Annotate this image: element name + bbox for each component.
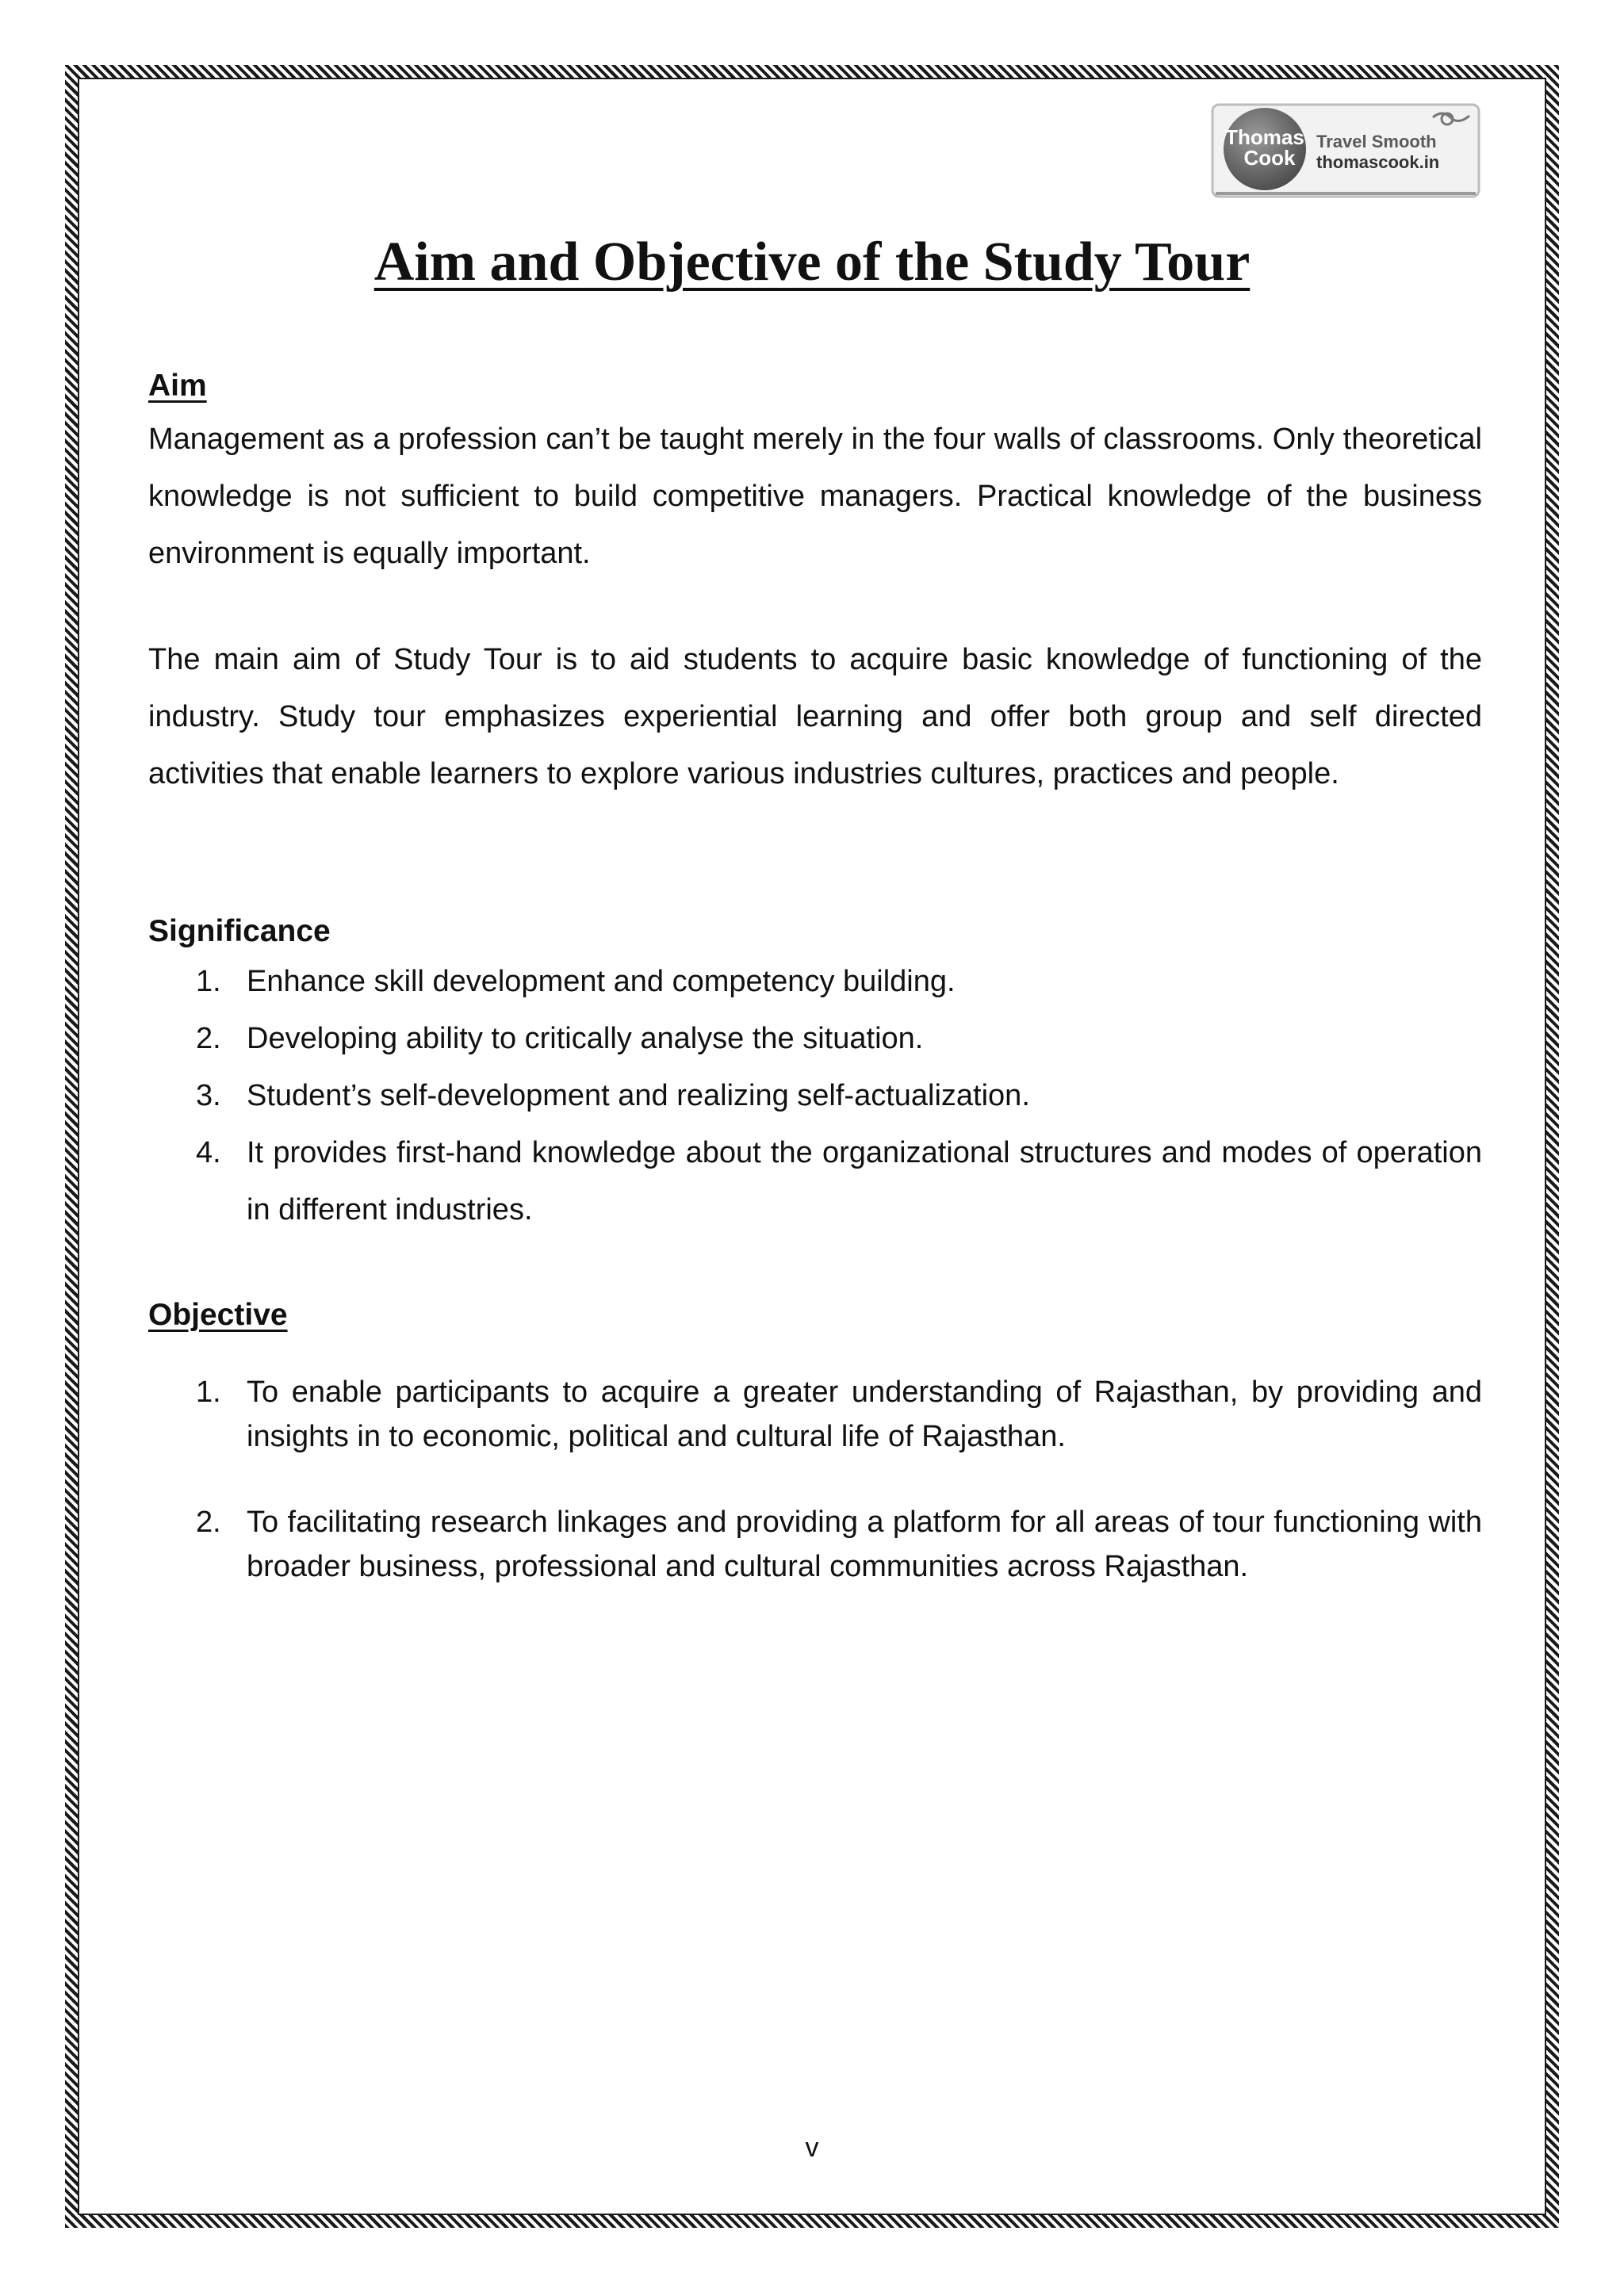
objective-section — [148, 1295, 1482, 1589]
list-item-number: 1. — [196, 965, 221, 998]
aim-paragraph-1: Management as a profession can’t be taught merely in the four walls of classrooms. Only theoretical knowledge is not sufficient to build competitive managers. Practical knowledge of the business environment is equally important. — [148, 423, 1482, 570]
list-item-number: 2. — [196, 1506, 221, 1539]
list-item-number: 4. — [196, 1136, 221, 1169]
list-item — [148, 1124, 1482, 1238]
list-item-text: To facilitating research linkages and providing a platform for all areas of tour functioning with broader business, professional and cultural communities across Rajasthan. — [247, 1506, 1482, 1583]
list-item-text: Student’s self-development and realizing self-actualization. — [247, 1079, 1030, 1112]
significance-section — [148, 912, 1482, 1238]
list-item — [148, 1370, 1482, 1459]
significance-list — [148, 953, 1482, 1238]
thomas-cook-logo — [1209, 100, 1487, 203]
logo-tagline: Travel Smooth — [1316, 132, 1437, 151]
list-item-text: To enable participants to acquire a greater understanding of Rajasthan, by providing and insights in to economic, political and cultural life of Rajasthan. — [247, 1376, 1482, 1453]
aim-section — [148, 366, 1482, 802]
list-item — [148, 953, 1482, 1010]
list-item-text: Developing ability to critically analyse the situation. — [247, 1022, 924, 1055]
significance-heading: Significance — [148, 914, 331, 948]
list-item-text: Enhance skill development and competency building. — [247, 965, 956, 998]
list-item — [148, 1010, 1482, 1067]
logo-brand-line2: Cook — [1243, 146, 1296, 170]
list-item — [148, 1067, 1482, 1124]
list-item — [148, 1500, 1482, 1589]
objective-list — [148, 1370, 1482, 1589]
list-item-text: It provides first-hand knowledge about the organizational structures and modes of operation in different industries. — [247, 1136, 1482, 1226]
aim-paragraph-2: The main aim of Study Tour is to aid students to acquire basic knowledge of functioning of the industry. Study tour emphasizes experiential learning and offer both group and self directed activities that enable learners to explore various industries cultures, practices and people. — [148, 643, 1482, 790]
logo-brand-line1: Thomas — [1225, 125, 1304, 149]
list-item-number: 3. — [196, 1079, 221, 1112]
list-item-number: 2. — [196, 1022, 221, 1055]
page-number: v — [805, 2133, 819, 2163]
objective-heading: Objective — [148, 1298, 288, 1332]
list-item-number: 1. — [196, 1376, 221, 1409]
aim-heading: Aim — [148, 369, 207, 403]
logo-website: thomascook.in — [1316, 152, 1440, 172]
page-title: Aim and Objective of the Study Tour — [373, 232, 1251, 293]
